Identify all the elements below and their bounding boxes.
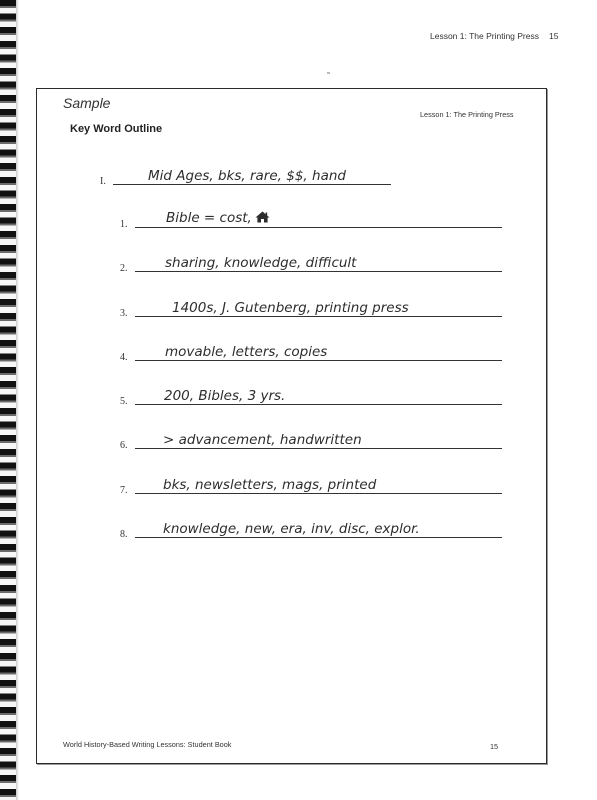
item-marker: I. [100, 176, 106, 187]
sample-label: Sample [63, 95, 111, 111]
answer-line [135, 316, 502, 317]
page-number: 15 [549, 31, 559, 41]
handwritten-answer: 200, Bibles, 3 yrs. [164, 388, 286, 404]
handwritten-answer: sharing, knowledge, difficult [165, 255, 357, 271]
item-marker: 1. [120, 219, 128, 230]
paper-speck [327, 72, 330, 74]
outline-item [118, 343, 518, 367]
page-running-header [430, 31, 558, 41]
handwritten-answer: 1400s, J. Gutenberg, printing press [172, 300, 409, 316]
handwritten-answer: knowledge, new, era, inv, disc, explor. [163, 521, 420, 537]
item-marker: 4. [120, 352, 128, 363]
sample-header: Lesson 1: The Printing Press [420, 110, 514, 119]
outline-item [118, 299, 518, 323]
page-header-title: Lesson 1: The Printing Press [430, 31, 539, 41]
outline-item [118, 476, 518, 500]
answer-line [135, 271, 502, 272]
spiral-binding [0, 0, 16, 800]
outline-item [118, 254, 518, 278]
answer-line [135, 227, 502, 228]
handwritten-answer: movable, letters, copies [165, 344, 328, 360]
item-marker: 5. [120, 396, 128, 407]
outline-title: Key Word Outline [70, 123, 163, 135]
outline-item [118, 387, 518, 411]
house-icon [255, 211, 270, 227]
outline-item [118, 431, 518, 455]
handwritten-answer: > advancement, handwritten [163, 432, 362, 448]
item-marker: 3. [120, 308, 128, 319]
answer-text: Bible = cost, [166, 210, 252, 226]
answer-line [135, 404, 502, 405]
handwritten-answer: Mid Ages, bks, rare, $$, hand [148, 168, 346, 184]
handwritten-answer [166, 210, 270, 227]
item-marker: 8. [120, 529, 128, 540]
handwritten-answer: bks, newsletters, mags, printed [163, 477, 377, 493]
footer-book-title: World History-Based Writing Lessons: Student Book [63, 740, 232, 749]
outline-main-item [97, 167, 517, 191]
answer-line [113, 184, 391, 185]
item-marker: 2. [120, 263, 128, 274]
item-marker: 6. [120, 440, 128, 451]
answer-line [135, 493, 502, 494]
binding-shadow [16, 0, 19, 800]
item-marker: 7. [120, 485, 128, 496]
sample-page-frame [36, 88, 547, 764]
answer-line [135, 448, 502, 449]
answer-line [135, 537, 502, 538]
outline-item [118, 520, 518, 544]
footer-page-number: 15 [490, 742, 499, 751]
outline-item [118, 210, 518, 234]
answer-line [135, 360, 502, 361]
